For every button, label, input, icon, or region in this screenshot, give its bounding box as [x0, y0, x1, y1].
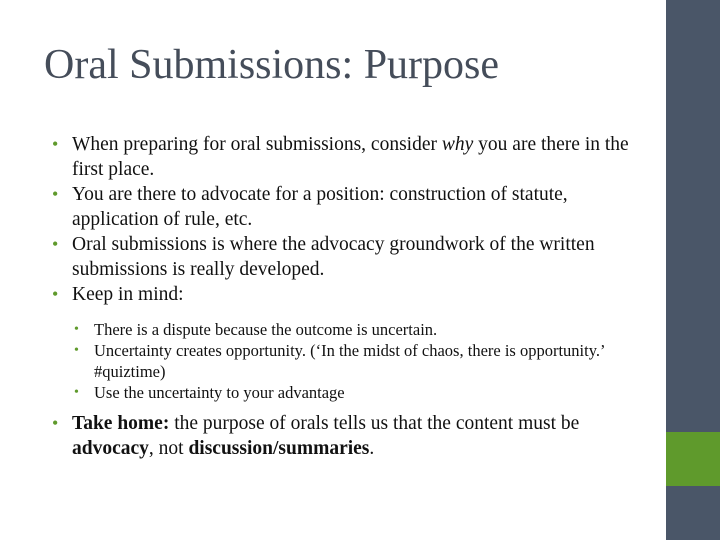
- discussion-emphasis: discussion/summaries: [188, 438, 370, 459]
- take-home-text: .: [369, 438, 375, 459]
- slide-body: [52, 132, 632, 461]
- sub-bullet-icon: •: [74, 385, 79, 400]
- slide-title: Oral Submissions: Purpose: [44, 42, 500, 88]
- bullet-item-take-home: [52, 411, 632, 461]
- sub-bullet-text: There is a dispute because the outcome is uncertain.: [94, 320, 438, 339]
- sub-bullet-list: [52, 319, 632, 403]
- bullet-text: Keep in mind:: [72, 284, 184, 305]
- advocacy-emphasis: advocacy: [72, 438, 149, 459]
- bullet-item: [52, 132, 632, 182]
- sub-bullet-icon: •: [74, 343, 79, 358]
- bullet-text: Oral submissions is where the advocacy groundwork of the written submissions is really developed.: [72, 234, 595, 280]
- take-home-text: the purpose of orals tells us that the content must be: [169, 413, 580, 434]
- bullet-item: [52, 232, 632, 282]
- bullet-text-pre: When preparing for oral submissions, consider: [72, 134, 442, 155]
- sub-bullet-item: [52, 340, 632, 382]
- bullet-icon: •: [52, 134, 59, 154]
- bullet-item: [52, 182, 632, 232]
- bullet-icon: •: [52, 234, 59, 254]
- bullet-icon: •: [52, 184, 59, 204]
- bullet-text-emphasis: why: [441, 134, 474, 155]
- sub-bullet-item: [52, 319, 632, 340]
- sub-bullet-item: [52, 382, 632, 403]
- bullet-text: You are there to advocate for a position: construction of statute, application of rule, etc.: [72, 184, 568, 230]
- sidebar-accent-block: [666, 432, 720, 486]
- sub-bullet-text: Uncertainty creates opportunity. (‘In the midst of chaos, there is opportunity.’ #quiztime): [94, 341, 605, 381]
- take-home-label: Take home:: [72, 413, 170, 434]
- take-home-text: , not: [148, 438, 189, 459]
- bullet-item: [52, 282, 632, 307]
- bullet-text-post: you are there in the first place.: [72, 134, 629, 180]
- sub-bullet-text: Use the uncertainty to your advantage: [94, 383, 345, 402]
- sub-bullet-icon: •: [74, 322, 79, 337]
- bullet-icon: •: [52, 284, 59, 304]
- bullet-icon: •: [52, 413, 59, 433]
